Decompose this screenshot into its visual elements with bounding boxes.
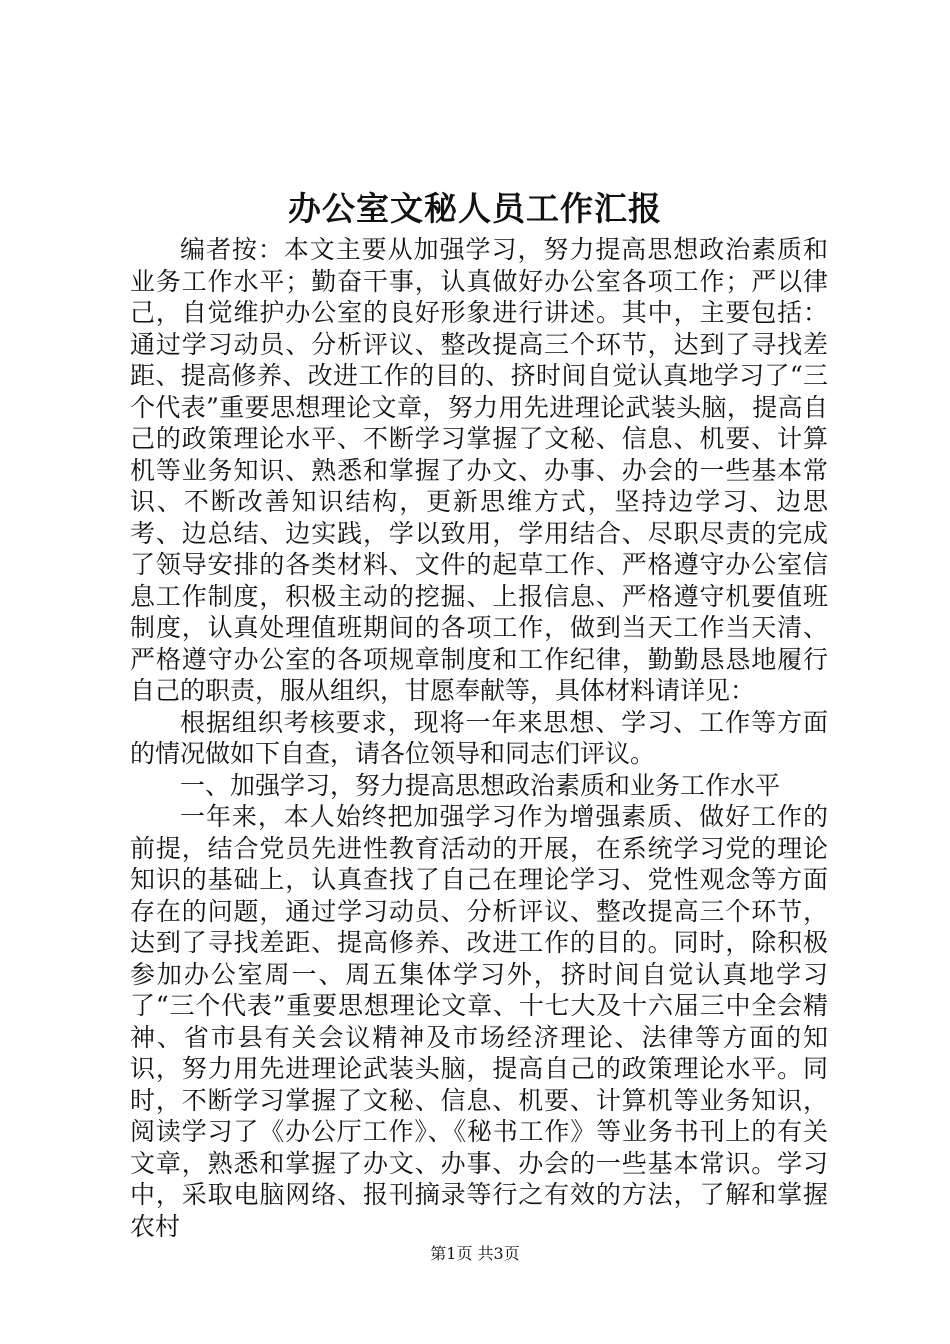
editor-note-paragraph: 编者按：本文主要从加强学习，努力提高思想政治素质和业务工作水平；勤奋干事，认真做好办公室各项工作；严以律己，自觉维护办公室的良好形象进行讲述。其中，主要包括：通过学习动员、分析评议、整改提高三个环节，达到了寻找差距、提高修养、改进工作的目的、挤时间自觉认真地学习了“三个代表”重要思想理论文章，努力用先进理论武装头脑，提高自己的政策理论水平、不断学习掌握了文秘、信息、机要、计算机等业务知识、熟悉和掌握了办文、办事、办会的一些基本常识、不断改善知识结构，更新思维方式，坚持边学习、边思考、边总结、边实践，学以致用，学用结合、尽职尽责的完成了领导安排的各类材料、文件的起草工作、严格遵守办公室信息工作制度，积极主动的挖掘、上报信息、严格遵守机要值班制度，认真处理值班期间的各项工作，做到当天工作当天清、严格遵守办公室的各项规章制度和工作纪律，勤勤恳恳地履行自己的职责，服从组织，甘愿奉献等，具体材料请详见：: [130, 235, 828, 705]
intro-paragraph: 根据组织考核要求，现将一年来思想、学习、工作等方面的情况做如下自查，请各位领导和同志们评议。: [130, 707, 828, 768]
body-paragraph: 一年来，本人始终把加强学习作为增强素质、做好工作的前提，结合党员先进性教育活动的开展，在系统学习党的理论知识的基础上，认真查找了自己在理论学习、党性观念等方面存在的问题，通过学习动员、分析评议、整改提高三个环节，达到了寻找差距、提高修养、改进工作的目的。同时，除积极参加办公室周一、周五集体学习外，挤时间自觉认真地学习了“三个代表”重要思想理论文章、十七大及十六届三中全会精神、省市县有关会议精神及市场经济理论、法律等方面的知识，努力用先进理论武装头脑，提高自己的政策理论水平。同时，不断学习掌握了文秘、信息、机要、计算机等业务知识，阅读学习了《办公厅工作》、《秘书工作》等业务书刊上的有关文章，熟悉和掌握了办文、办事、办会的一些基本常识。学习中，采取电脑网络、报刊摘录等行之有效的方法，了解和掌握农村: [130, 802, 828, 1241]
document-title: 办公室文秘人员工作汇报: [288, 189, 662, 228]
document-body: [130, 234, 828, 1242]
page-number-footer: 第1页 共3页: [430, 1244, 520, 1263]
section-heading: 一、加强学习，努力提高思想政治素质和业务工作水平: [180, 770, 781, 800]
